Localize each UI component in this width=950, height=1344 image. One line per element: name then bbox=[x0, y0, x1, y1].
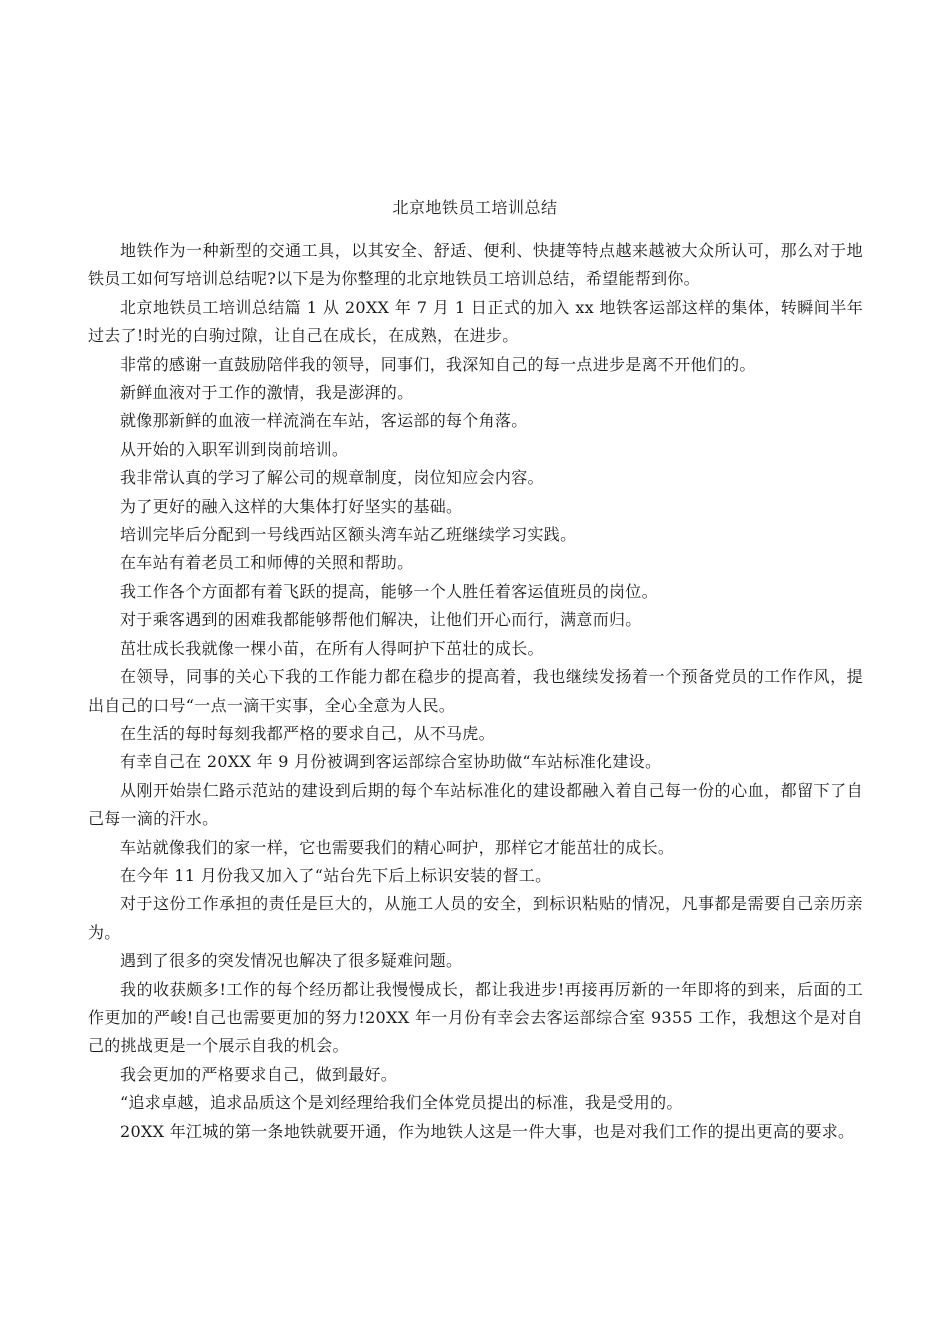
paragraph: 我会更加的严格要求自己，做到最好。 bbox=[120, 1064, 398, 1084]
paragraph: 为了更好的融入这样的大集体打好坚实的基础。 bbox=[120, 496, 463, 516]
paragraph: 我非常认真的学习了解公司的规章制度，岗位知应会内容。 bbox=[120, 468, 544, 488]
paragraph: 遇到了很多的突发情况也解决了很多疑难问题。 bbox=[120, 951, 463, 971]
paragraph: 我工作各个方面都有着飞跃的提高，能够一个人胜任着客运值班员的岗位。 bbox=[120, 581, 658, 601]
paragraph: 培训完毕后分配到一号线西站区额头湾车站乙班继续学习实践。 bbox=[120, 525, 577, 545]
paragraph: 从开始的入职军训到岗前培训。 bbox=[120, 439, 349, 459]
paragraph: “追求卓越，追求品质这个是刘经理给我们全体党员提出的标准，我是受用的。 bbox=[120, 1093, 683, 1113]
paragraph: 车站就像我们的家一样，它也需要我们的精心呵护，那样它才能茁壮的成长。 bbox=[120, 837, 675, 857]
paragraph: 在领导，同事的关心下我的工作能力都在稳步的提高着，我也继续发扬着一个预备党员的工作作风，提出自己的口号“一点一滴干实事，全心全意为人民。 bbox=[88, 667, 863, 715]
paragraph: 北京地铁员工培训总结篇 1 从 20XX 年 7 月 1 日正式的加入 xx 地铁客运部这样的集体，转瞬间半年过去了!时光的白驹过隙，让自己在成长，在成熟，在进步。 bbox=[88, 297, 863, 346]
paragraph: 就像那新鲜的血液一样流淌在车站，客运部的每个角落。 bbox=[120, 411, 528, 431]
document-title: 北京地铁员工培训总结 bbox=[392, 198, 558, 217]
paragraph: 在车站有着老员工和师傅的关照和帮助。 bbox=[120, 553, 414, 573]
paragraph: 对于这份工作承担的责任是巨大的，从施工人员的安全，到标识粘贴的情况，凡事都是需要自己亲历亲为。 bbox=[88, 894, 863, 942]
paragraph: 茁壮成长我就像一棵小苗，在所有人得呵护下茁壮的成长。 bbox=[120, 638, 544, 658]
document-body bbox=[88, 237, 863, 1146]
paragraph: 20XX 年江城的第一条地铁就要开通，作为地铁人这是一件大事，也是对我们工作的提出更高的要求。 bbox=[120, 1121, 855, 1141]
paragraph: 非常的感谢一直鼓励陪伴我的领导，同事们，我深知自己的每一点进步是离不开他们的。 bbox=[120, 354, 756, 374]
paragraph: 从刚开始崇仁路示范站的建设到后期的每个车站标准化的建设都融入着自己每一份的心血，都留下了自己每一滴的汗水。 bbox=[88, 780, 863, 829]
paragraph: 在今年 11 月份我又加入了“站台先下后上标识安装的督工。 bbox=[120, 865, 552, 885]
paragraph: 我的收获颇多!工作的每个经历都让我慢慢成长，都让我进步!再接再厉新的一年即将的到来，后面的工作更加的严峻!自己也需要更加的努力!20XX 年一月份有幸会去客运部综合室 9355 工作，我想这个是对自己的挑战更是一个展示自我的机会。 bbox=[88, 979, 863, 1056]
paragraph: 新鲜血液对于工作的激情，我是澎湃的。 bbox=[120, 383, 414, 403]
paragraph: 在生活的每时每刻我都严格的要求自己，从不马虎。 bbox=[120, 723, 495, 743]
paragraph: 地铁作为一种新型的交通工具，以其安全、舒适、便利、快捷等特点越来越被大众所认可，那么对于地铁员工如何写培训总结呢?以下是为你整理的北京地铁员工培训总结，希望能帮到你。 bbox=[88, 241, 863, 289]
paragraph: 有幸自己在 20XX 年 9 月份被调到客运部综合室协助做“车站标准化建设。 bbox=[120, 752, 662, 772]
paragraph: 对于乘客遇到的困难我都能够帮他们解决，让他们开心而行，满意而归。 bbox=[120, 610, 642, 630]
